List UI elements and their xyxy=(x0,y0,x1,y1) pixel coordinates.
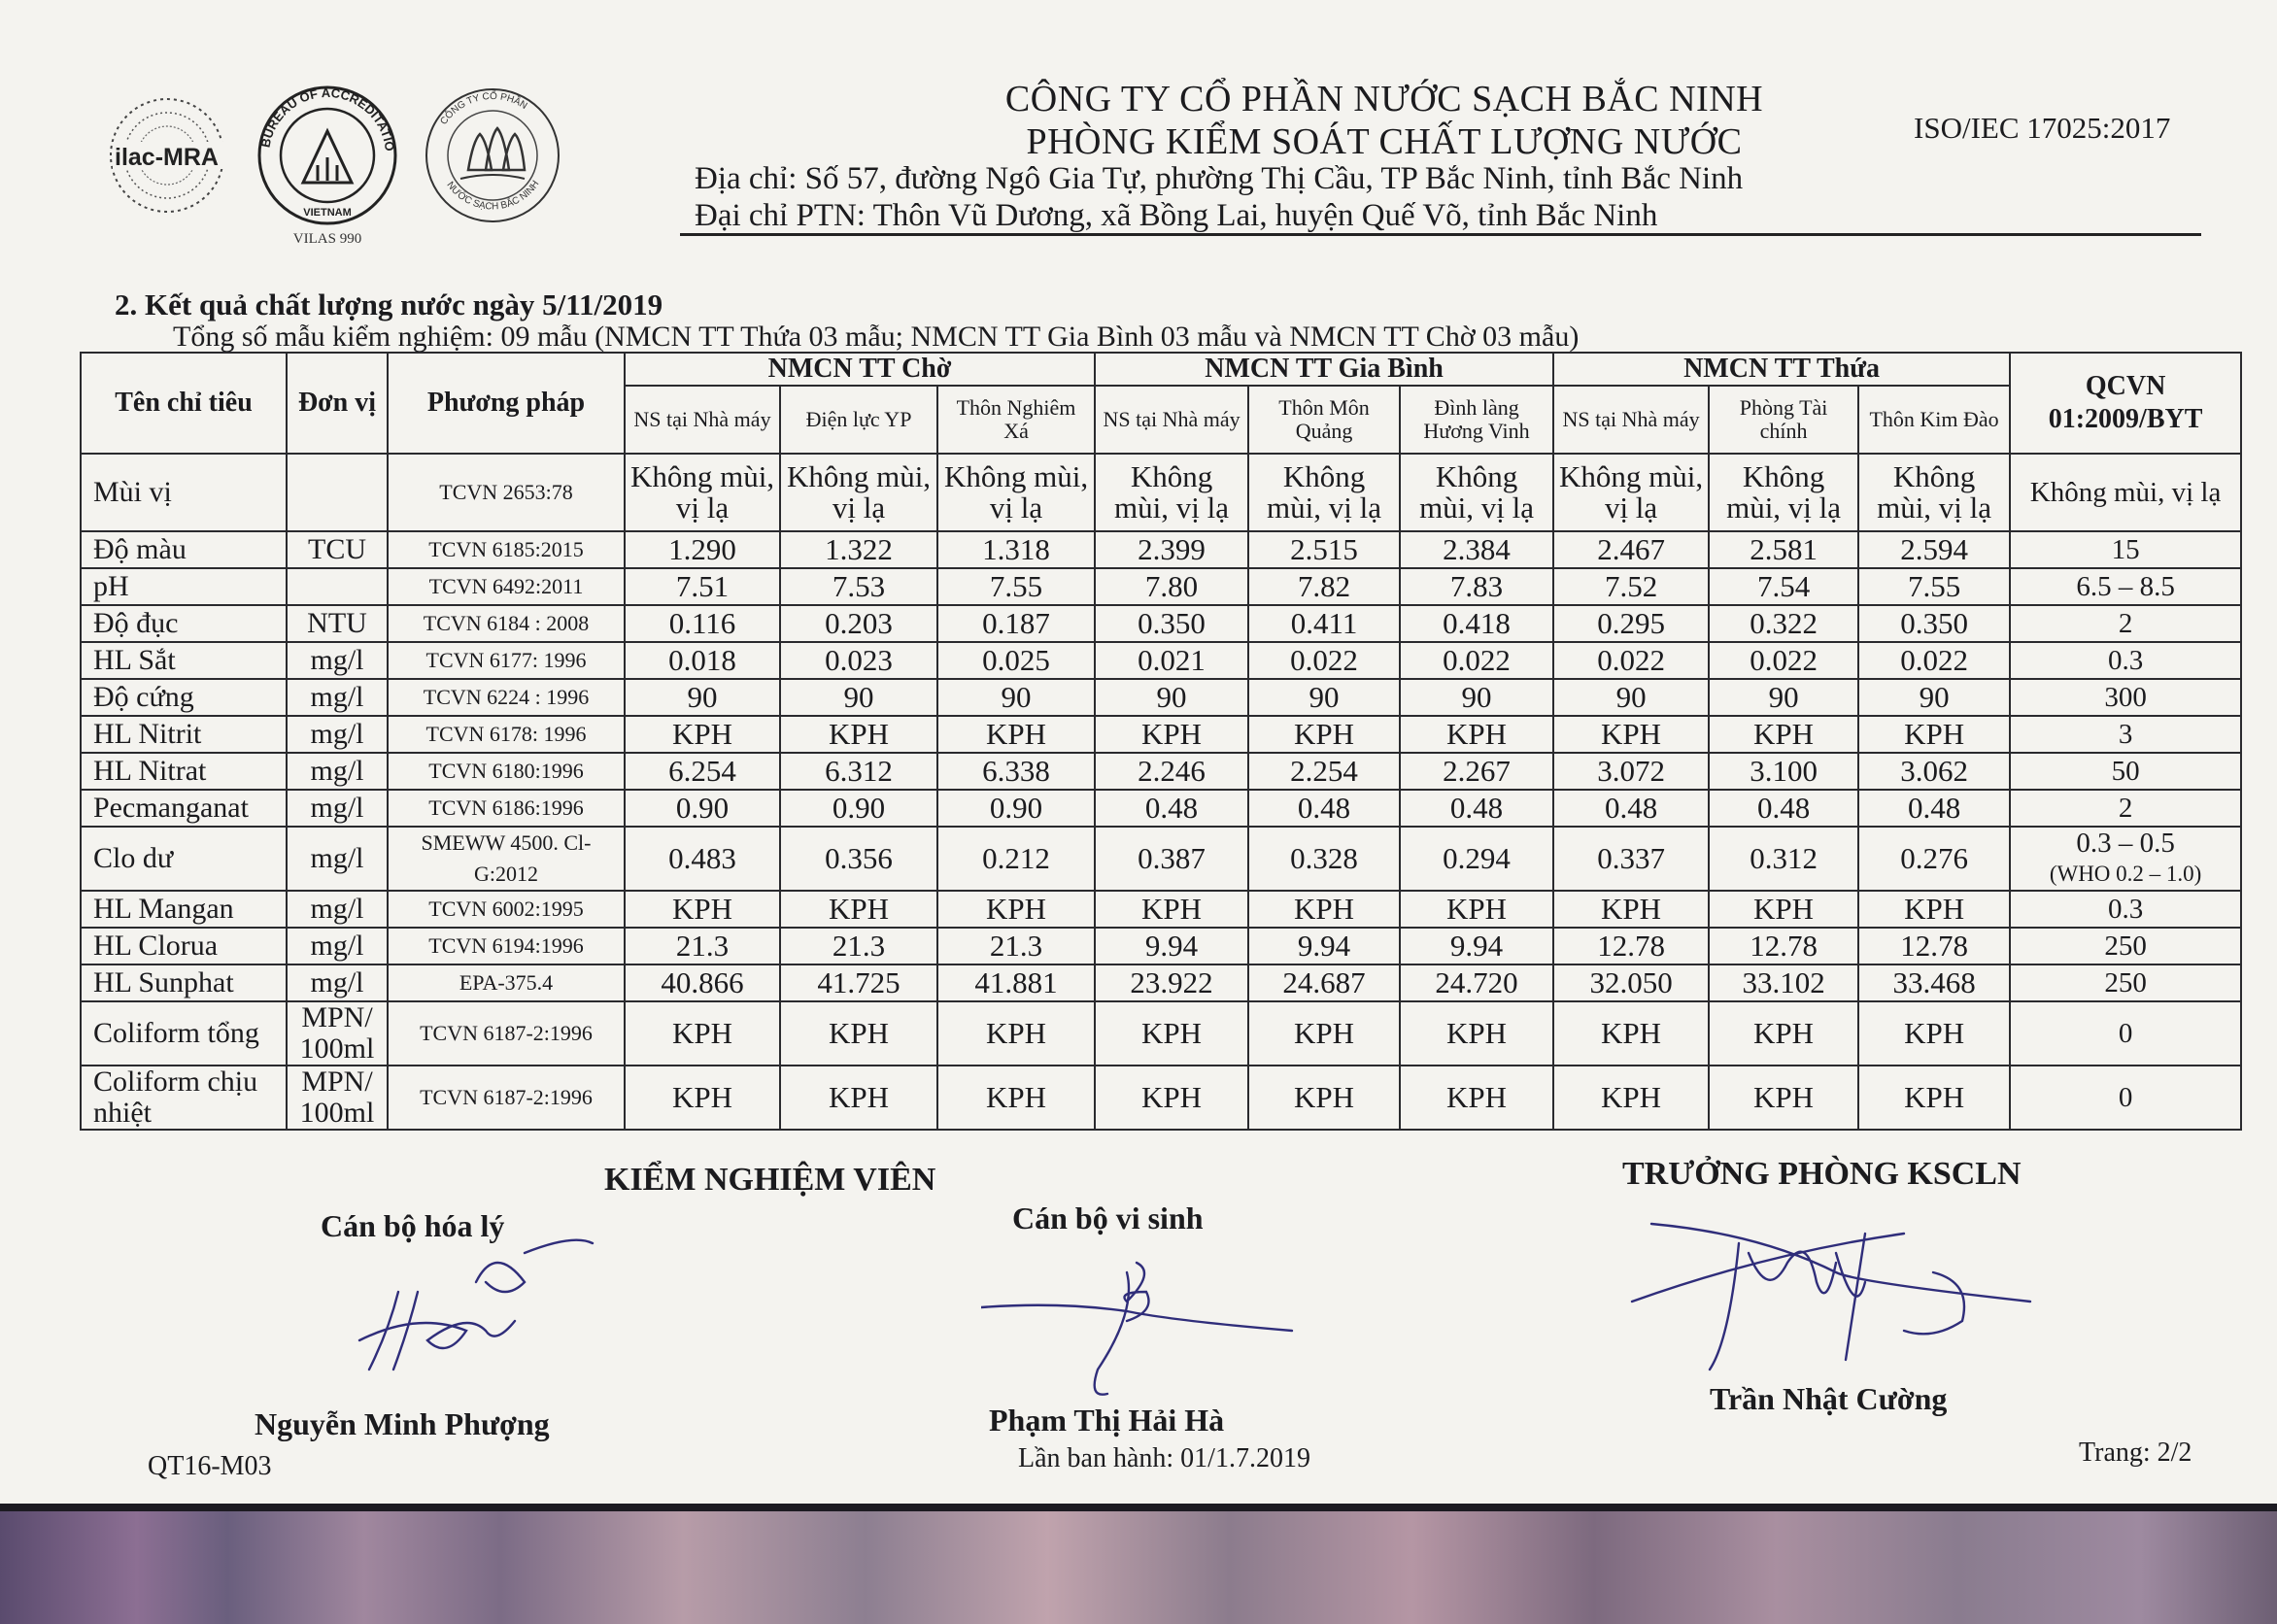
cell-standard xyxy=(2010,1001,2241,1066)
standard-note: (WHO 0.2 – 1.0) xyxy=(2049,862,2202,886)
cell-value: KPH xyxy=(1553,1066,1709,1130)
cell-parameter: Độ cứng xyxy=(81,679,287,716)
cell-value: 0.025 xyxy=(937,642,1095,679)
table-row xyxy=(81,790,2241,827)
table-row xyxy=(81,1001,2241,1066)
cell-value: Không mùi, vị lạ xyxy=(1400,454,1553,531)
standard-value: 2 xyxy=(2118,607,2133,639)
cell-value: 2.246 xyxy=(1095,753,1248,790)
table-row xyxy=(81,454,2241,531)
lab-name: PHÒNG KIỂM SOÁT CHẤT LƯỢNG NƯỚC xyxy=(1026,121,1743,162)
header-group-gia-binh: NMCN TT Gia Bình xyxy=(1095,353,1553,386)
cell-value: 90 xyxy=(780,679,937,716)
cell-value: 1.290 xyxy=(625,531,780,568)
svg-text:ilac-MRA: ilac-MRA xyxy=(115,144,219,171)
cell-unit xyxy=(287,568,388,605)
cell-value: 0.022 xyxy=(1400,642,1553,679)
header-group-thua: NMCN TT Thứa xyxy=(1553,353,2010,386)
table-row xyxy=(81,605,2241,642)
cell-value: 0.294 xyxy=(1400,827,1553,891)
cell-value: 0.023 xyxy=(780,642,937,679)
cell-value: KPH xyxy=(1709,891,1858,928)
cell-value: 0.350 xyxy=(1095,605,1248,642)
cell-value: KPH xyxy=(1095,1066,1248,1130)
cell-standard xyxy=(2010,716,2241,753)
cell-value: 7.55 xyxy=(937,568,1095,605)
cell-method: EPA-375.4 xyxy=(388,964,625,1001)
cell-standard xyxy=(2010,568,2241,605)
cell-standard xyxy=(2010,679,2241,716)
cell-value: 0.48 xyxy=(1858,790,2010,827)
cell-unit: MPN/ 100ml xyxy=(287,1001,388,1066)
table-row xyxy=(81,716,2241,753)
cell-method: TCVN 6187-2:1996 xyxy=(388,1001,625,1066)
cell-value: 7.54 xyxy=(1709,568,1858,605)
cell-value: 33.468 xyxy=(1858,964,2010,1001)
header-site: Thôn Môn Quảng xyxy=(1248,386,1400,454)
cell-value: 33.102 xyxy=(1709,964,1858,1001)
standard-value: 250 xyxy=(2104,966,2147,998)
cell-value: 0.483 xyxy=(625,827,780,891)
section-subtitle: Tổng số mẫu kiểm nghiệm: 09 mẫu (NMCN TT Thứa 03 mẫu; NMCN TT Gia Bình 03 mẫu và NMCN TT Chờ 03 mẫu) xyxy=(173,321,1580,353)
cell-value: KPH xyxy=(937,891,1095,928)
cell-value: KPH xyxy=(937,1001,1095,1066)
cell-value: 0.322 xyxy=(1709,605,1858,642)
cell-unit: TCU xyxy=(287,531,388,568)
header-site: Thôn Nghiêm Xá xyxy=(937,386,1095,454)
cell-value: 7.55 xyxy=(1858,568,2010,605)
cell-value: 0.90 xyxy=(937,790,1095,827)
header-site: Điện lực YP xyxy=(780,386,937,454)
cell-standard xyxy=(2010,642,2241,679)
cell-unit: mg/l xyxy=(287,891,388,928)
cell-value: 0.022 xyxy=(1248,642,1400,679)
accreditation-logos xyxy=(109,78,575,248)
header-unit: Đơn vị xyxy=(287,353,388,454)
cell-value: 7.53 xyxy=(780,568,937,605)
standard-value: 0 xyxy=(2118,1082,2133,1113)
cell-value: KPH xyxy=(1095,891,1248,928)
cell-value: Không mùi, vị lạ xyxy=(780,454,937,531)
cell-value: KPH xyxy=(1248,716,1400,753)
table-row xyxy=(81,964,2241,1001)
cell-value: 21.3 xyxy=(937,928,1095,964)
scan-artifact-strip xyxy=(0,1504,2277,1624)
table-row xyxy=(81,891,2241,928)
cell-method: TCVN 2653:78 xyxy=(388,454,625,531)
lab-address: Đại chỉ PTN: Thôn Vũ Dương, xã Bồng Lai, huyện Quế Võ, tỉnh Bắc Ninh xyxy=(695,198,1658,233)
cell-value: 41.881 xyxy=(937,964,1095,1001)
table-row xyxy=(81,568,2241,605)
table-row xyxy=(81,1066,2241,1130)
standard-value: 0.3 xyxy=(2107,893,2144,925)
cell-value: KPH xyxy=(1400,1001,1553,1066)
cell-value: KPH xyxy=(1248,1001,1400,1066)
header-site: Thôn Kim Đào xyxy=(1858,386,2010,454)
cell-value: 0.48 xyxy=(1248,790,1400,827)
cell-standard xyxy=(2010,605,2241,642)
cell-standard xyxy=(2010,964,2241,1001)
cell-value: KPH xyxy=(625,1001,780,1066)
cell-value: 41.725 xyxy=(780,964,937,1001)
svg-text:NƯỚC SẠCH BẮC NINH: NƯỚC SẠCH BẮC NINH xyxy=(444,179,542,213)
standard-value: Không mùi, vị lạ xyxy=(2029,477,2222,508)
cell-value: 9.94 xyxy=(1095,928,1248,964)
cell-value: KPH xyxy=(1553,891,1709,928)
company-address: Địa chỉ: Số 57, đường Ngô Gia Tự, phường Thị Cầu, TP Bắc Ninh, tỉnh Bắc Ninh xyxy=(695,161,1744,196)
cell-value: 12.78 xyxy=(1553,928,1709,964)
header-name: Tên chỉ tiêu xyxy=(81,353,287,454)
cell-value: KPH xyxy=(1858,1001,2010,1066)
cell-value: KPH xyxy=(780,1066,937,1130)
cell-unit: mg/l xyxy=(287,642,388,679)
cell-value: 90 xyxy=(625,679,780,716)
cell-value: 9.94 xyxy=(1400,928,1553,964)
chemist-role: Cán bộ hóa lý xyxy=(321,1208,505,1243)
cell-value: Không mùi, vị lạ xyxy=(937,454,1095,531)
cell-value: KPH xyxy=(780,1001,937,1066)
page-number: Trang: 2/2 xyxy=(2079,1438,2192,1468)
cell-value: 3.100 xyxy=(1709,753,1858,790)
cell-value: KPH xyxy=(937,1066,1095,1130)
cell-standard xyxy=(2010,454,2241,531)
cell-value: 0.022 xyxy=(1553,642,1709,679)
cell-unit: mg/l xyxy=(287,827,388,891)
cell-value: 0.022 xyxy=(1858,642,2010,679)
svg-text:CÔNG TY CỔ PHẦN: CÔNG TY CỔ PHẦN xyxy=(438,90,529,127)
header-site: NS tại Nhà máy xyxy=(1553,386,1709,454)
cell-value: 0.418 xyxy=(1400,605,1553,642)
table-row xyxy=(81,753,2241,790)
cell-unit: mg/l xyxy=(287,928,388,964)
cell-standard xyxy=(2010,790,2241,827)
cell-value: 0.48 xyxy=(1553,790,1709,827)
standard-value: 2 xyxy=(2118,792,2133,824)
cell-value: 90 xyxy=(1858,679,2010,716)
cell-value: KPH xyxy=(1400,1066,1553,1130)
cell-parameter: pH xyxy=(81,568,287,605)
cell-standard xyxy=(2010,1066,2241,1130)
cell-value: 9.94 xyxy=(1248,928,1400,964)
cell-value: 90 xyxy=(1553,679,1709,716)
scan-artifact-edge xyxy=(0,1504,2277,1511)
cell-value: Không mùi, vị lạ xyxy=(625,454,780,531)
cell-unit: mg/l xyxy=(287,790,388,827)
cell-value: 2.399 xyxy=(1095,531,1248,568)
iso-standard: ISO/IEC 17025:2017 xyxy=(1914,111,2171,145)
cell-parameter: HL Clorua xyxy=(81,928,287,964)
cell-standard xyxy=(2010,753,2241,790)
cell-method: TCVN 6185:2015 xyxy=(388,531,625,568)
cell-value: 0.203 xyxy=(780,605,937,642)
cell-value: 40.866 xyxy=(625,964,780,1001)
cell-value: 0.356 xyxy=(780,827,937,891)
cell-value: 6.254 xyxy=(625,753,780,790)
cell-method: TCVN 6178: 1996 xyxy=(388,716,625,753)
cell-value: 90 xyxy=(1709,679,1858,716)
cell-value: 6.312 xyxy=(780,753,937,790)
standard-value: 0.3 – 0.5 xyxy=(2076,828,2175,859)
cell-value: 24.720 xyxy=(1400,964,1553,1001)
svg-text:BUREAU OF ACCREDITATION: BUREAU OF ACCREDITATIO xyxy=(257,85,397,152)
cell-value: KPH xyxy=(1858,891,2010,928)
cell-value: 3.062 xyxy=(1858,753,2010,790)
cell-value: 32.050 xyxy=(1553,964,1709,1001)
cell-value: 3.072 xyxy=(1553,753,1709,790)
cell-value: KPH xyxy=(1248,891,1400,928)
cell-standard xyxy=(2010,827,2241,891)
company-stamp xyxy=(426,89,559,221)
cell-value: 0.116 xyxy=(625,605,780,642)
cell-value: 0.90 xyxy=(625,790,780,827)
cell-value: 1.318 xyxy=(937,531,1095,568)
cell-value: KPH xyxy=(1709,1066,1858,1130)
cell-unit: NTU xyxy=(287,605,388,642)
cell-value: 7.83 xyxy=(1400,568,1553,605)
cell-parameter: Độ đục xyxy=(81,605,287,642)
cell-value: 2.384 xyxy=(1400,531,1553,568)
cell-value: 24.687 xyxy=(1248,964,1400,1001)
cell-value: KPH xyxy=(1400,716,1553,753)
cell-value: 2.267 xyxy=(1400,753,1553,790)
chemist-signature xyxy=(330,1224,602,1389)
cell-parameter: HL Nitrat xyxy=(81,753,287,790)
table-row xyxy=(81,928,2241,964)
cell-parameter: Coliform chịu nhiệt xyxy=(81,1066,287,1130)
header-method: Phương pháp xyxy=(388,353,625,454)
cell-value: 12.78 xyxy=(1858,928,2010,964)
cell-value: 2.594 xyxy=(1858,531,2010,568)
cell-standard xyxy=(2010,928,2241,964)
cell-unit xyxy=(287,454,388,531)
cell-value: 6.338 xyxy=(937,753,1095,790)
cell-standard xyxy=(2010,891,2241,928)
standard-value: 0 xyxy=(2118,1018,2133,1049)
cell-parameter: HL Sunphat xyxy=(81,964,287,1001)
header-divider xyxy=(680,233,2201,236)
cell-value: 0.411 xyxy=(1248,605,1400,642)
cell-value: Không mùi, vị lạ xyxy=(1248,454,1400,531)
cell-method: TCVN 6224 : 1996 xyxy=(388,679,625,716)
cell-parameter: Độ màu xyxy=(81,531,287,568)
table-row xyxy=(81,679,2241,716)
table-row xyxy=(81,827,2241,891)
cell-value: 21.3 xyxy=(625,928,780,964)
cell-parameter: HL Sắt xyxy=(81,642,287,679)
cell-value: 2.515 xyxy=(1248,531,1400,568)
standard-value: 50 xyxy=(2111,755,2140,787)
cell-method: SMEWW 4500. Cl-G:2012 xyxy=(388,827,625,891)
cell-value: 0.350 xyxy=(1858,605,2010,642)
cell-value: 2.254 xyxy=(1248,753,1400,790)
cell-value: 0.328 xyxy=(1248,827,1400,891)
header-group-cho: NMCN TT Chờ xyxy=(625,353,1095,386)
cell-value: 0.90 xyxy=(780,790,937,827)
cell-value: 7.52 xyxy=(1553,568,1709,605)
chemist-name: Nguyễn Minh Phượng xyxy=(255,1406,550,1441)
cell-method: TCVN 6194:1996 xyxy=(388,928,625,964)
cell-method: TCVN 6002:1995 xyxy=(388,891,625,928)
cell-value: KPH xyxy=(625,891,780,928)
cell-value: 2.581 xyxy=(1709,531,1858,568)
head-signature xyxy=(1613,1195,2040,1379)
cell-value: 1.322 xyxy=(780,531,937,568)
cell-parameter: Clo dư xyxy=(81,827,287,891)
cell-value: KPH xyxy=(625,1066,780,1130)
issue-info: Lần ban hành: 01/1.7.2019 xyxy=(1018,1443,1310,1473)
cell-value: 2.467 xyxy=(1553,531,1709,568)
cell-method: TCVN 6187-2:1996 xyxy=(388,1066,625,1130)
inspectors-title: KIỂM NGHIỆM VIÊN xyxy=(604,1162,936,1198)
standard-value: 250 xyxy=(2104,930,2147,962)
cell-value: 0.48 xyxy=(1400,790,1553,827)
cell-value: Không mùi, vị lạ xyxy=(1553,454,1709,531)
cell-value: 0.387 xyxy=(1095,827,1248,891)
cell-value: 0.187 xyxy=(937,605,1095,642)
header-site: NS tại Nhà máy xyxy=(1095,386,1248,454)
standard-value: 0.3 xyxy=(2107,644,2144,676)
cell-value: 90 xyxy=(1400,679,1553,716)
cell-value: KPH xyxy=(1553,716,1709,753)
cell-method: TCVN 6177: 1996 xyxy=(388,642,625,679)
cell-parameter: HL Mangan xyxy=(81,891,287,928)
cell-value: 12.78 xyxy=(1709,928,1858,964)
header-site: Đình làng Hương Vinh xyxy=(1400,386,1553,454)
cell-value: 7.51 xyxy=(625,568,780,605)
cell-method: TCVN 6492:2011 xyxy=(388,568,625,605)
standard-value: 300 xyxy=(2104,681,2147,713)
cell-value: 0.212 xyxy=(937,827,1095,891)
cell-value: 0.48 xyxy=(1709,790,1858,827)
cell-unit: MPN/ 100ml xyxy=(287,1066,388,1130)
cell-value: KPH xyxy=(1858,716,2010,753)
cell-parameter: Coliform tổng xyxy=(81,1001,287,1066)
cell-value: 90 xyxy=(1248,679,1400,716)
svg-text:VIETNAM: VIETNAM xyxy=(303,207,352,219)
cell-value: KPH xyxy=(1858,1066,2010,1130)
cell-value: KPH xyxy=(1553,1001,1709,1066)
cell-value: Không mùi, vị lạ xyxy=(1095,454,1248,531)
cell-value: 0.337 xyxy=(1553,827,1709,891)
cell-value: 90 xyxy=(937,679,1095,716)
company-name: CÔNG TY CỔ PHẦN NƯỚC SẠCH BẮC NINH xyxy=(1004,79,1764,119)
cell-value: Không mùi, vị lạ xyxy=(1858,454,2010,531)
cell-standard xyxy=(2010,531,2241,568)
table-row xyxy=(81,642,2241,679)
cell-value: 7.82 xyxy=(1248,568,1400,605)
cell-parameter: Mùi vị xyxy=(81,454,287,531)
cell-value: 21.3 xyxy=(780,928,937,964)
cell-value: 0.022 xyxy=(1709,642,1858,679)
section-title: 2. Kết quả chất lượng nước ngày 5/11/2019 xyxy=(115,288,663,321)
header-standard: QCVN 01:2009/BYT xyxy=(2010,353,2241,454)
cell-method: TCVN 6180:1996 xyxy=(388,753,625,790)
standard-value: 15 xyxy=(2111,533,2140,565)
cell-value: 7.80 xyxy=(1095,568,1248,605)
microbiologist-role: Cán bộ vi sinh xyxy=(1012,1201,1204,1235)
cell-unit: mg/l xyxy=(287,716,388,753)
svg-text:VILAS 990: VILAS 990 xyxy=(292,231,362,247)
standard-value: 6.5 – 8.5 xyxy=(2076,570,2175,602)
head-name: Trần Nhật Cường xyxy=(1710,1381,1948,1416)
form-code: QT16-M03 xyxy=(148,1451,272,1481)
header-site: NS tại Nhà máy xyxy=(625,386,780,454)
cell-value: Không mùi, vị lạ xyxy=(1709,454,1858,531)
cell-value: 0.018 xyxy=(625,642,780,679)
cell-value: 0.295 xyxy=(1553,605,1709,642)
cell-value: KPH xyxy=(1709,716,1858,753)
ilac-mra-logo xyxy=(111,99,227,212)
cell-parameter: HL Nitrit xyxy=(81,716,287,753)
cell-value: 23.922 xyxy=(1095,964,1248,1001)
standard-value: 3 xyxy=(2118,718,2133,750)
microbiologist-name: Phạm Thị Hải Hà xyxy=(989,1403,1225,1438)
cell-method: TCVN 6186:1996 xyxy=(388,790,625,827)
cell-value: KPH xyxy=(1095,716,1248,753)
cell-value: KPH xyxy=(1095,1001,1248,1066)
cell-value: KPH xyxy=(780,716,937,753)
microbiologist-signature xyxy=(981,1253,1302,1408)
cell-value: KPH xyxy=(625,716,780,753)
cell-value: 90 xyxy=(1095,679,1248,716)
cell-value: KPH xyxy=(1248,1066,1400,1130)
cell-unit: mg/l xyxy=(287,679,388,716)
cell-parameter: Pecmanganat xyxy=(81,790,287,827)
cell-value: 0.276 xyxy=(1858,827,2010,891)
cell-unit: mg/l xyxy=(287,753,388,790)
cell-value: KPH xyxy=(780,891,937,928)
table-row xyxy=(81,531,2241,568)
cell-value: KPH xyxy=(937,716,1095,753)
cell-value: 0.021 xyxy=(1095,642,1248,679)
cell-value: 0.312 xyxy=(1709,827,1858,891)
cell-unit: mg/l xyxy=(287,964,388,1001)
cell-value: 0.48 xyxy=(1095,790,1248,827)
cell-value: KPH xyxy=(1400,891,1553,928)
head-title: TRƯỞNG PHÒNG KSCLN xyxy=(1622,1156,2022,1192)
results-table xyxy=(80,352,2242,1131)
cell-method: TCVN 6184 : 2008 xyxy=(388,605,625,642)
cell-value: KPH xyxy=(1709,1001,1858,1066)
header-site: Phòng Tài chính xyxy=(1709,386,1858,454)
